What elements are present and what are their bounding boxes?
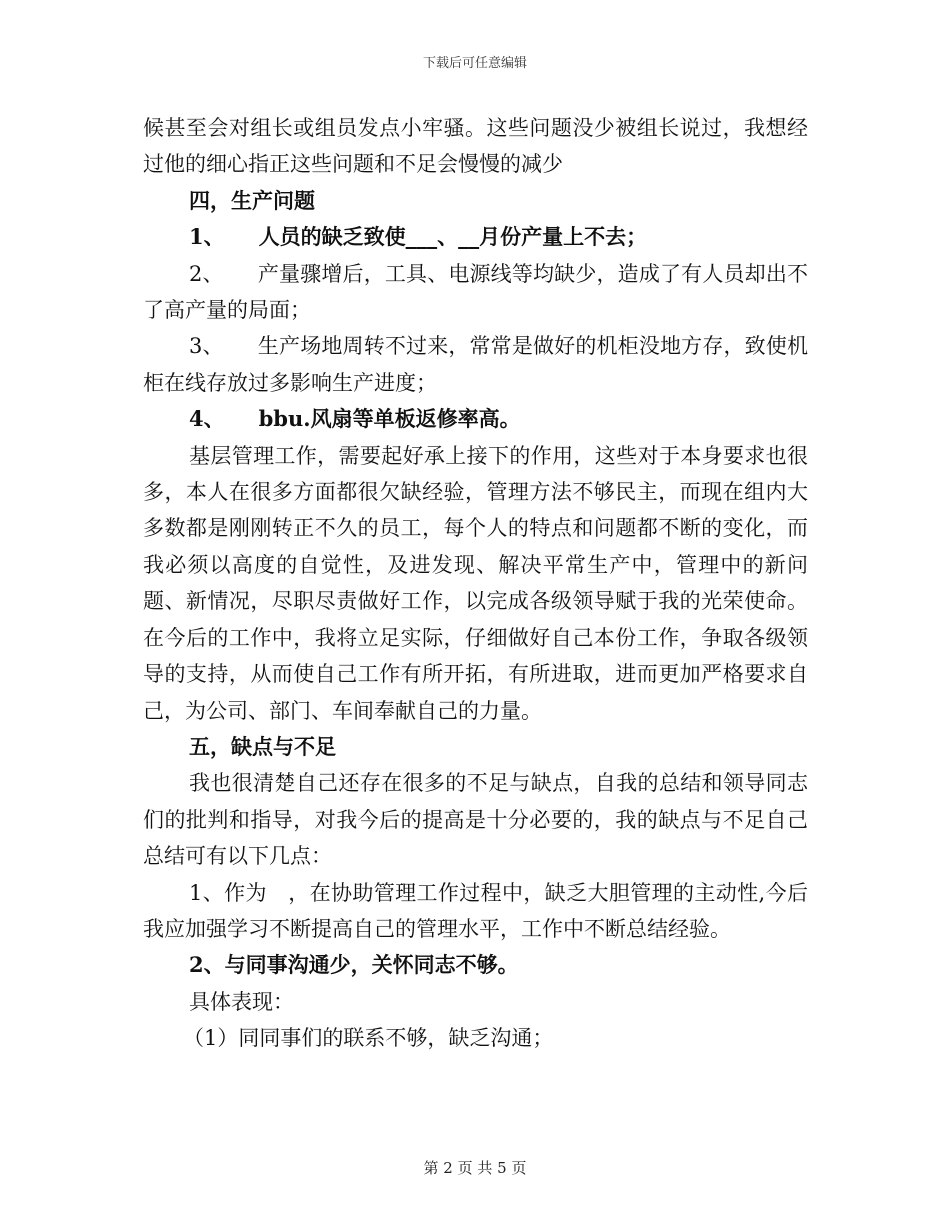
section-heading-shortcomings: 五，缺点与不足 [189, 733, 336, 759]
list-item-text: 人员的缺乏致使___、__月份产量上不去； [258, 224, 648, 250]
page-header-note: 下载后可任意编辑 [422, 56, 527, 71]
list-item-number: 1、 [189, 224, 225, 250]
paragraph-point-1: 1、作为 ，在协助管理工作过程中，缺乏大胆管理的主动性,今后我应加强学习不断提高自己的管理水平，工作中不断总结经验。 [143, 880, 808, 941]
list-item-3 [143, 328, 808, 401]
document-body [143, 110, 808, 1057]
list-item-number: 2、 [189, 261, 224, 286]
section-heading-production-issues: 四，生产问题 [189, 187, 315, 213]
list-item-text: bbu.风扇等单板返修率高。 [258, 406, 521, 432]
list-item-1 [143, 219, 808, 255]
paragraph-self-assessment: 我也很清楚自己还存在很多的不足与缺点，自我的总结和领导同志们的批判和指导，对我今后的提高是十分必要的，我的缺点与不足自己总结可有以下几点： [143, 771, 808, 869]
paragraph-continuation: 候甚至会对组长或组员发点小牢骚。这些问题没少被组长说过，我想经过他的细心指正这些问题和不足会慢慢的减少 [143, 116, 808, 177]
list-item-text: 产量骤增后，工具、电源线等均缺少，造成了有人员却出不了高产量的局面； [143, 261, 808, 323]
page-number: 第 2 页 共 5 页 [423, 1159, 527, 1177]
list-item-2 [143, 256, 808, 329]
list-item-number: 3、 [189, 334, 224, 359]
paragraph-point-2: 2、与同事沟通少，关怀同志不够。 [189, 952, 519, 978]
paragraph-management: 基层管理工作，需要起好承上接下的作用，这些对于本身要求也很多，本人在很多方面都很欠缺经验，管理方法不够民主，而现在组内大多数都是刚刚转正不久的员工，每个人的特点和问题都不断的变化，而我必须以高度的自觉性，及进发现、解决平常生产中，管理中的新问题、新情况，尽职尽责做好工作，以完成各级领导赋于我的光荣使命。在今后的工作中，我将立足实际，仔细做好自己本份工作，争取各级领导的支持，从而使自己工作有所开拓，有所进取，进而更加严格要求自己，为公司、部门、车间奉献自己的力量。 [143, 443, 808, 723]
list-item-4 [143, 401, 808, 437]
paragraph-specifics-label: 具体表现： [189, 989, 294, 1014]
list-item-number: 4、 [189, 406, 225, 432]
list-item-text: 生产场地周转不过来，常常是做好的机柜没地方存，致使机柜在线存放过多影响生产进度； [143, 334, 808, 395]
paragraph-specific-1: （1）同同事们的联系不够，缺乏沟通； [183, 1026, 554, 1051]
